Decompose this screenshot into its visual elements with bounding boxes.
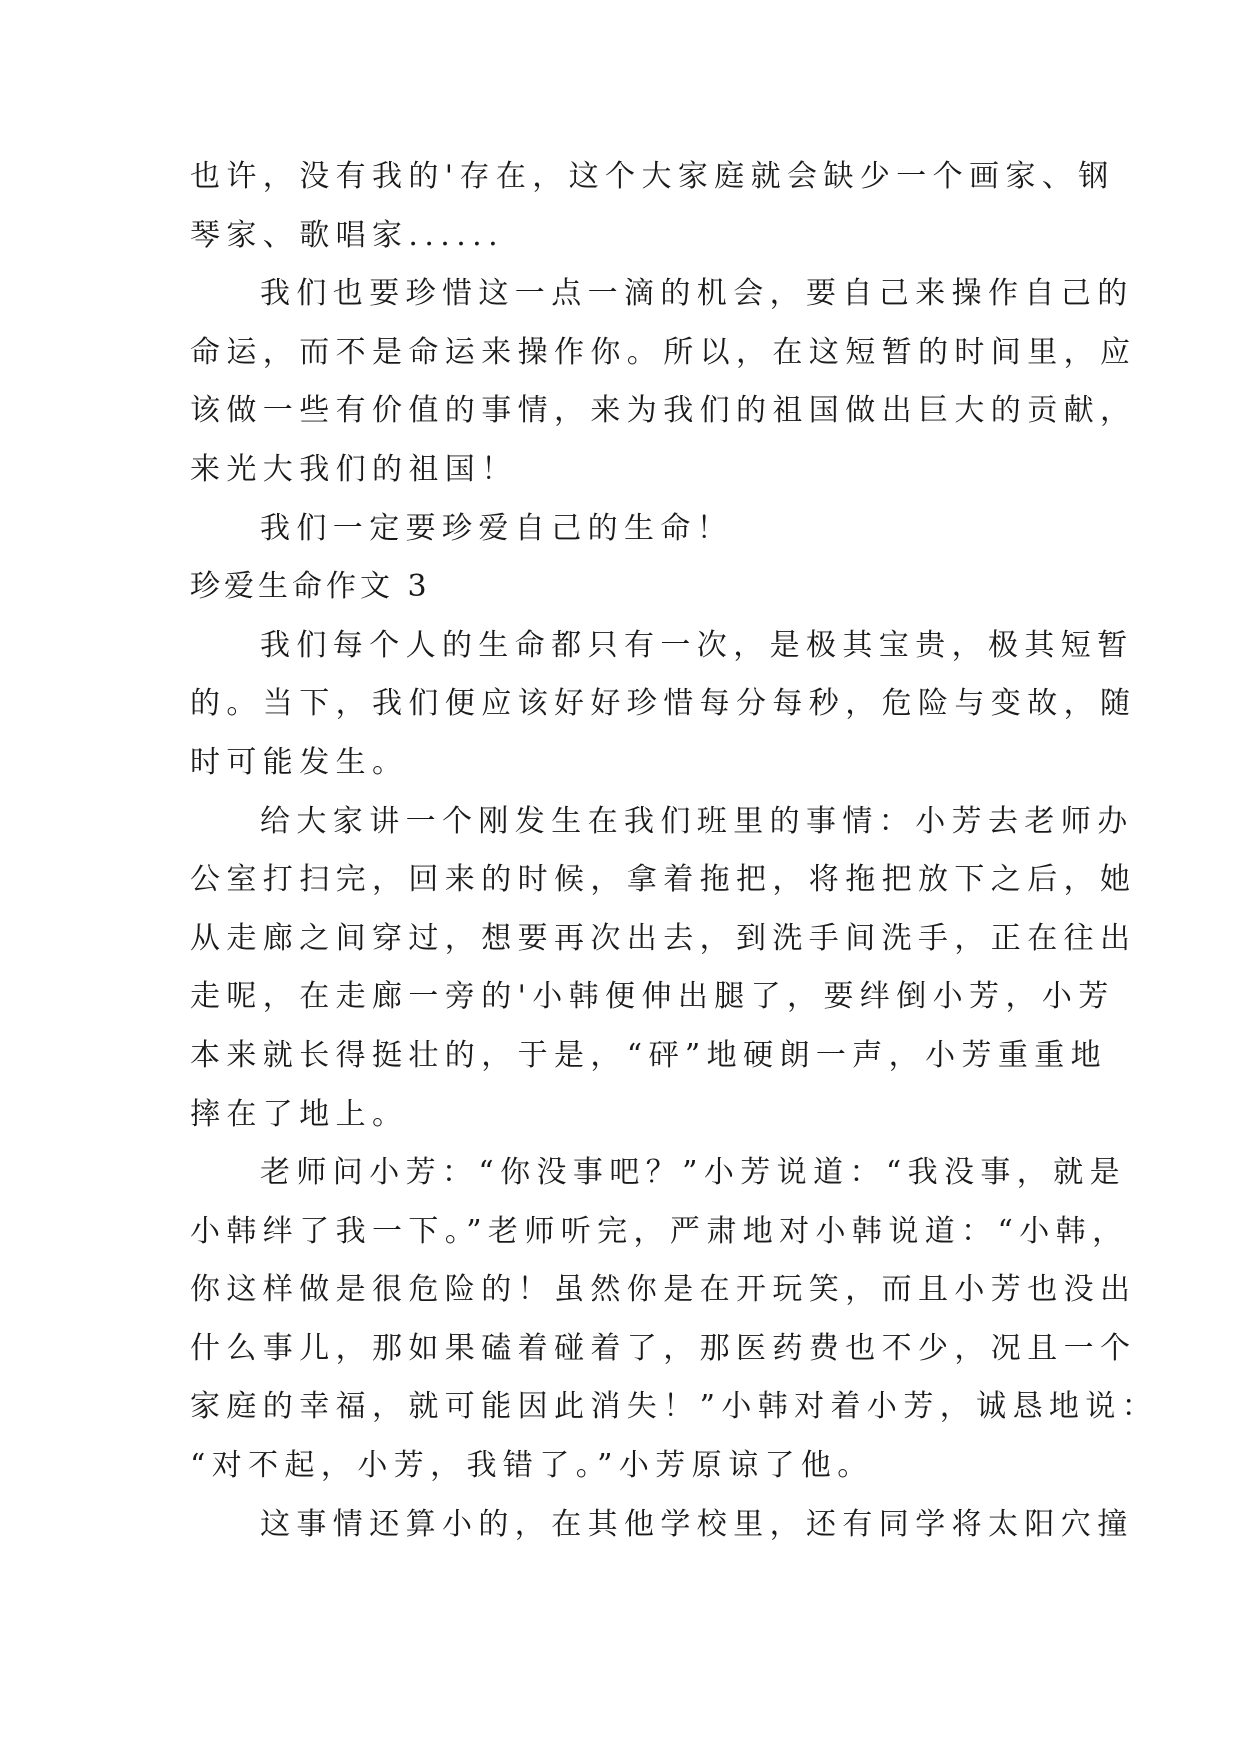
paragraph-start-line: 给大家讲一个刚发生在我们班里的事情：小芳去老师办: [260, 803, 1134, 839]
text-line: 也许，没有我的'存在，这个大家庭就会缺少一个画家、钢: [190, 159, 1115, 194]
text-line: 摔在了地上。: [190, 1096, 409, 1132]
text-line: 本来就长得挺壮的，于是，“砰”地硬朗一声，小芳重重地: [190, 1037, 1108, 1073]
text-line: 来光大我们的祖国！: [190, 451, 518, 487]
text-line: 公室打扫完，回来的时候，拿着拖把，将拖把放下之后，她: [190, 862, 1137, 898]
text-line: 走呢，在走廊一旁的'小韩便伸出腿了，要绊倒小芳，小芳: [190, 979, 1115, 1015]
text-line: 你这样做是很危险的！虽然你是在开玩笑，而且小芳也没出: [190, 1272, 1137, 1308]
text-line: 琴家、歌唱家......: [190, 217, 505, 253]
text-line: 该做一些有价值的事情，来为我们的祖国做出巨大的贡献，: [190, 393, 1137, 429]
text-line: 的。当下，我们便应该好好珍惜每分每秒，危险与变故，随: [190, 686, 1137, 722]
paragraph-start-line: 我们也要珍惜这一点一滴的机会，要自己来操作自己的: [260, 276, 1134, 312]
text-line: 从走廊之间穿过，想要再次出去，到洗手间洗手，正在往出: [190, 920, 1137, 956]
text-line: 家庭的幸福，就可能因此消失！”小韩对着小芳，诚恳地说：: [190, 1389, 1159, 1425]
text-line: 小韩绊了我一下。”老师听完，严肃地对小韩说道：“小韩，: [190, 1213, 1129, 1249]
section-heading: 珍爱生命作文 3: [190, 569, 431, 605]
text-line: 命运，而不是命运来操作你。所以，在这短暂的时间里，应: [190, 334, 1137, 370]
text-line: 什么事儿，那如果磕着碰着了，那医药费也不少，况且一个: [190, 1330, 1137, 1366]
text-line: “对不起，小芳，我错了。”小芳原谅了他。: [190, 1448, 874, 1484]
document-body: [190, 148, 1159, 1554]
paragraph-start-line: 这事情还算小的，在其他学校里，还有同学将太阳穴撞: [260, 1506, 1134, 1542]
text-line: 时可能发生。: [190, 744, 409, 780]
paragraph-start-line: 我们每个人的生命都只有一次，是极其宝贵，极其短暂: [260, 627, 1134, 663]
paragraph-start-line: 我们一定要珍爱自己的生命！: [260, 510, 734, 546]
paragraph-start-line: 老师问小芳：“你没事吧？”小芳说道：“我没事，就是: [260, 1155, 1127, 1191]
